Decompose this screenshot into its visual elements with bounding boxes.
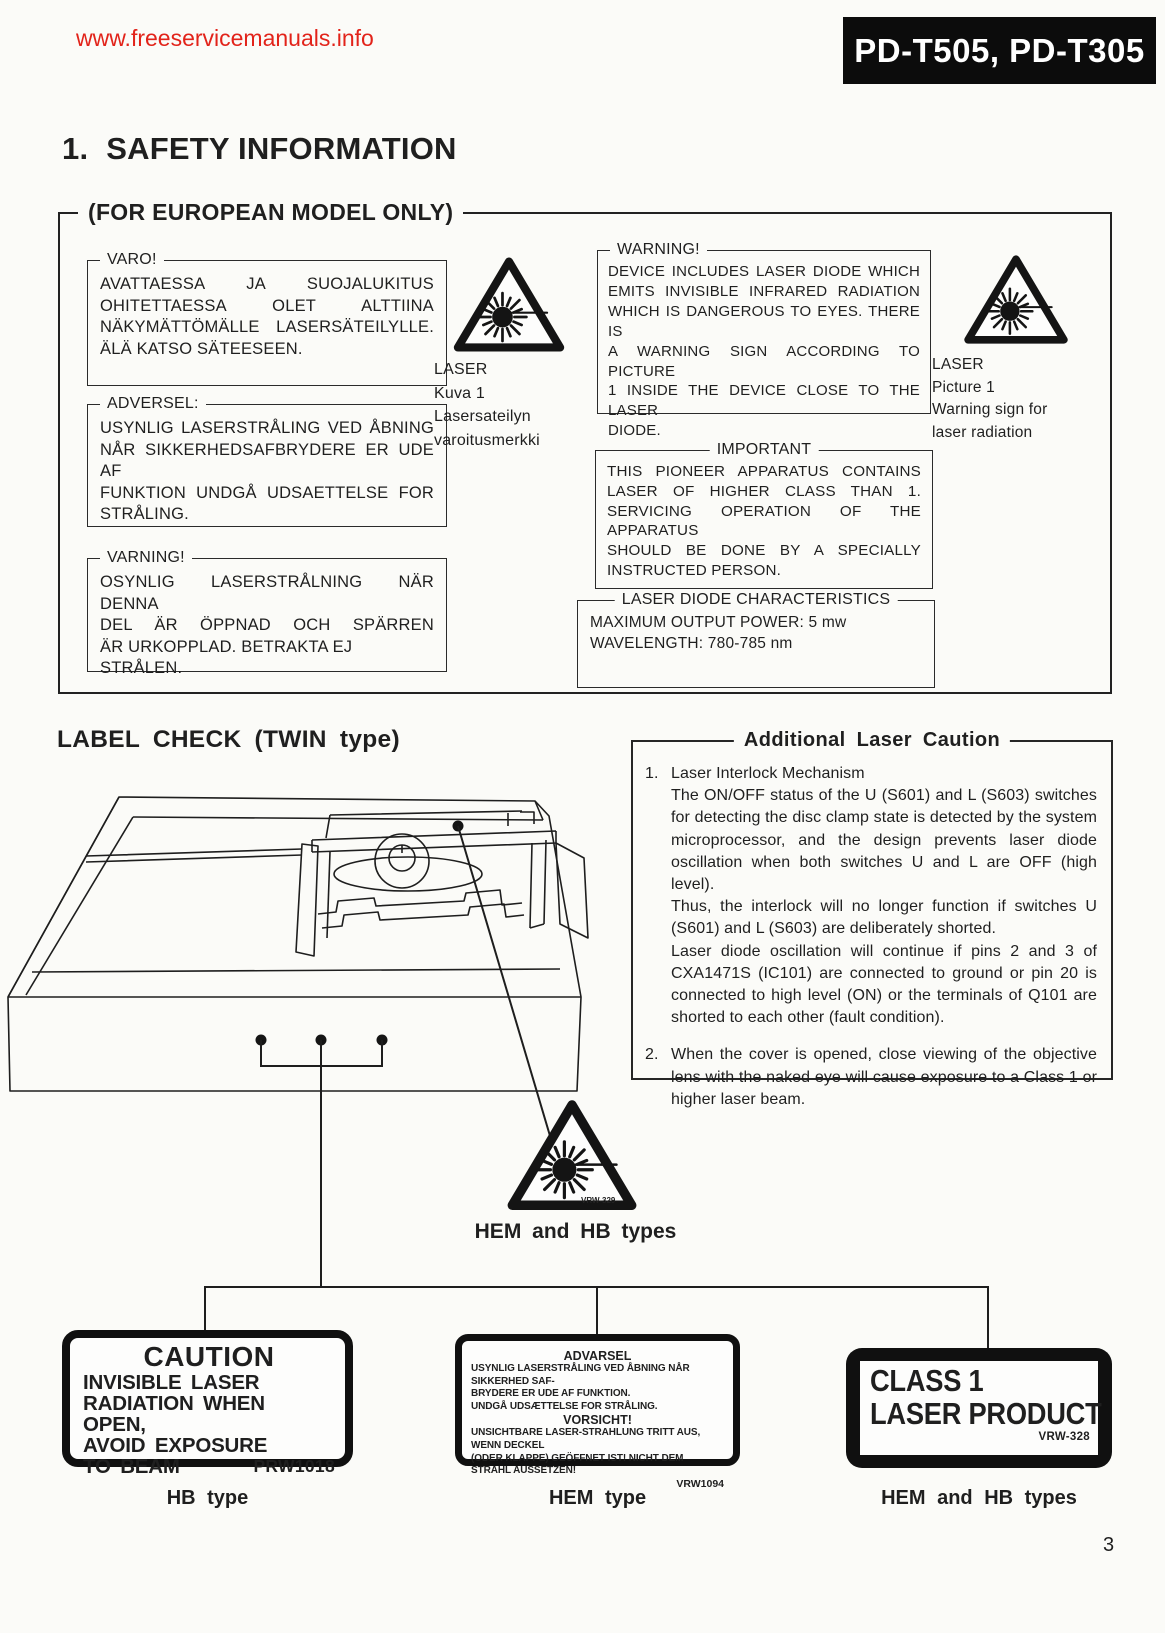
varo-title: VARO!: [100, 250, 164, 270]
important-line: SHOULD BE DONE BY A SPECIALLY: [607, 542, 921, 560]
caption-line: Picture 1: [932, 378, 995, 396]
adversel-line: STRÅLING.: [100, 505, 189, 523]
advarsel-line: UNDGÅ UDSÆTTELSE FOR STRÅLING.: [471, 1400, 658, 1412]
item-number: 1.: [645, 765, 659, 782]
adversel-title: ADVERSEL:: [100, 394, 206, 414]
caution-label-title: CAUTION: [143, 1341, 275, 1372]
caution-label: [62, 1330, 353, 1478]
warning-line: 1 INSIDE THE DEVICE CLOSE TO THE LASER: [608, 382, 920, 420]
class1-label-line: CLASS 1: [870, 1363, 984, 1398]
hem-and-hb-types-caption: HEM and HB types: [881, 1487, 1077, 1509]
important-line: LASER OF HIGHER CLASS THAN 1.: [607, 482, 921, 500]
watermark-link[interactable]: www.freeservicemanuals.info: [76, 25, 374, 51]
item-number: 2.: [645, 1046, 659, 1064]
important-line: THIS PIONEER APPARATUS CONTAINS: [607, 463, 921, 480]
vorsicht-title: VORSICHT!: [563, 1413, 632, 1428]
label-check-title: LABEL CHECK (TWIN type): [57, 726, 400, 753]
caution-label-code: PRW1018: [253, 1456, 335, 1476]
item-paragraph: When the cover is opened, close viewing of the objective lens with the naked eye will cause exposure to a Class 1 or higher laser beam.: [671, 1046, 1097, 1108]
caption-line: varoitusmerkki: [434, 431, 540, 449]
item-title: Laser Interlock Mechanism: [671, 765, 865, 782]
adversel-line: FUNKTION UNDGÅ UDSAETTELSE FOR: [100, 483, 434, 502]
european-model-box: [58, 199, 1112, 694]
section-title: SAFETY INFORMATION: [106, 131, 457, 166]
caution-label-line: AVOID EXPOSURE: [83, 1434, 268, 1457]
hem-label-code: VRW1094: [676, 1477, 724, 1490]
varo-line: AVATTAESSA JA SUOJALUKITUS: [100, 275, 434, 293]
model-plate: [843, 17, 1156, 84]
vorsicht-line: UNSICHTBARE LASER-STRAHLUNG TRITT AUS, WENN DECKEL: [471, 1427, 701, 1451]
model-plate-text: PD-T505, PD-T305: [854, 31, 1145, 69]
additional-laser-caution-box: [631, 729, 1113, 1108]
caution-label-line: TO BEAM: [83, 1455, 180, 1478]
hb-type-caption: HB type: [166, 1487, 249, 1509]
caution-item-1: [645, 763, 1097, 1029]
caption-line: Kuva 1: [434, 384, 486, 402]
varning-line: DEL ÄR ÖPPNAD OCH SPÄRREN: [100, 616, 434, 634]
caution-label-line: INVISIBLE LASER: [83, 1371, 260, 1394]
varo-line: ÄLÄ KATSO SÄTEESEEN.: [100, 339, 303, 358]
laser-warning-icon: [512, 1105, 631, 1205]
advarsel-title: ADVARSEL: [563, 1349, 632, 1363]
important-line: INSTRUCTED PERSON.: [607, 561, 782, 579]
caption-line: laser radiation: [932, 423, 1033, 441]
european-model-box-title: (FOR EUROPEAN MODEL ONLY): [78, 199, 463, 226]
ldc-line: WAVELENGTH: 780-785 nm: [590, 634, 793, 652]
important-line: SERVICING OPERATION OF THE APPARATUS: [607, 502, 921, 540]
caption-line: LASER: [434, 361, 488, 378]
advarsel-line: USYNLIG LASERSTRÅLING VED ÅBNING NÅR SIKKERHED SAF-: [471, 1363, 690, 1387]
additional-laser-caution-title: Additional Laser Caution: [734, 729, 1010, 752]
varning-line: OSYNLIG LASERSTRÅLNING NÄR DENNA: [100, 573, 434, 613]
triangle-caption: HEM and HB types: [474, 1220, 677, 1243]
item-paragraph: Thus, the interlock will no longer function if switches U (S601) and L (S603) are deliberately shorted.: [671, 898, 1097, 938]
varo-line: NÄKYMÄTTÖMÄLLE LASERSÄTEILYLLE.: [100, 318, 434, 336]
section-number: 1.: [62, 131, 89, 166]
adversel-line: USYNLIG LASERSTRÅLING VED ÅBNING: [100, 419, 434, 437]
warning-line: A WARNING SIGN ACCORDING TO PICTURE: [608, 342, 920, 380]
caution-label-line: RADIATION WHEN OPEN,: [83, 1392, 265, 1436]
class1-label-code: VRW-328: [1038, 1431, 1090, 1443]
warning-line: DIODE.: [608, 422, 661, 440]
laser-sign-left-caption: [434, 358, 540, 452]
warning-title: WARNING!: [610, 240, 707, 260]
laser-location-callout: [453, 821, 554, 1147]
hem-label: [455, 1334, 740, 1490]
varning-box: [87, 549, 447, 677]
warning-box: [597, 241, 931, 440]
varo-box: [87, 251, 447, 386]
varning-title: VARNING!: [100, 548, 192, 568]
chassis-drawing: [8, 797, 588, 1091]
triangle-part-code: VRW-329: [581, 1196, 616, 1205]
vorsicht-line: (ODER KLAPPE) GEÖFFNET IST! NICHT DEM STRAHL AUSSETZEN!: [471, 1452, 684, 1477]
adversel-box: [87, 395, 447, 527]
class1-label: [846, 1348, 1112, 1468]
laser-sign-right-caption: [932, 354, 1047, 444]
page-title: [62, 131, 457, 167]
varning-line: ÄR URKOPPLAD. BETRAKTA EJ STRÅLEN.: [100, 637, 353, 677]
caption-line: LASER: [932, 356, 984, 373]
varo-line: OHITETTAESSA OLET ALTTIINA: [100, 296, 434, 315]
warning-line: EMITS INVISIBLE INFRARED RADIATION: [608, 282, 920, 300]
laser-diode-characteristics-title: LASER DIODE CHARACTERISTICS: [615, 590, 898, 610]
item-paragraph: The ON/OFF status of the U (S601) and L (S603) switches for detecting the disc clamp state is detected by the system microprocessor, and the design prevents laser diode oscillation when both switches U and L are OFF (high level).: [671, 787, 1097, 894]
page-number: 3: [1103, 1534, 1115, 1556]
class1-label-line: LASER PRODUCT: [870, 1396, 1102, 1431]
important-box: [595, 441, 933, 589]
important-title: IMPORTANT: [710, 440, 819, 460]
caption-line: Warning sign for: [932, 401, 1048, 418]
ldc-line: MAXIMUM OUTPUT POWER: 5 mw: [590, 614, 847, 631]
item-paragraph: Laser diode oscillation will continue if pins 2 and 3 of CXA1471S (IC101) are connected to ground or pin 20 is connected to high level (ON) or the terminals of Q101 are shorted to each other (fault condition).: [671, 942, 1097, 1027]
warning-line: WHICH IS DANGEROUS TO EYES. THERE IS: [608, 302, 920, 340]
caution-item-2: [645, 1044, 1097, 1111]
warning-line: DEVICE INCLUDES LASER DIODE WHICH: [608, 263, 920, 280]
laser-diode-characteristics-box: [577, 591, 935, 688]
adversel-line: NÅR SIKKERHEDSAFBRYDERE ER UDE AF: [100, 440, 434, 480]
hem-type-caption: HEM type: [548, 1487, 647, 1509]
caption-line: Lasersateilyn: [434, 408, 531, 425]
advarsel-line: BRYDERE ER UDE AF FUNKTION.: [471, 1388, 631, 1400]
